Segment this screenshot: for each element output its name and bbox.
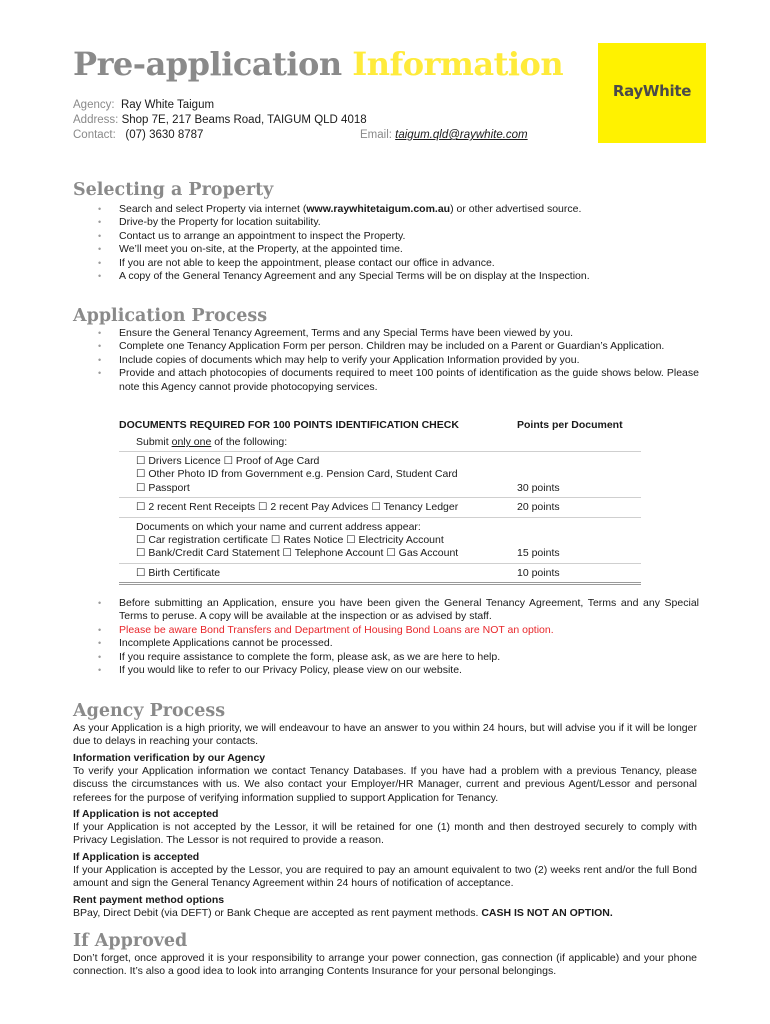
application-notes-list <box>119 597 699 677</box>
application-list <box>119 327 699 394</box>
verification-text: To verify your Application information we contact Tenancy Databases. If you have had a problem with a previous Tenancy, please discuss the circumstances with us. We also contact your Employer/HR Manager, current and previous Agent/Lessor and personal referees for the purpose of verifying information supplied to support Application for Tenancy. <box>73 765 697 804</box>
address-label: Address: <box>73 114 119 126</box>
agency-process-intro: As your Application is a high priority, we will endeavour to have an answer to you within 24 hours, but will advise you if it will be longer due to delays in reaching your contacts. <box>73 722 697 748</box>
website-link[interactable]: www.raywhitetaigum.com.au <box>306 203 451 215</box>
bond-warning: • Please be aware Bond Transfers and Department of Housing Bond Loans are NOT an option. <box>119 624 699 637</box>
title-main: Pre-application <box>73 45 342 83</box>
application-heading: Application Process <box>73 306 268 326</box>
row-line: ☐ Passport <box>136 481 190 494</box>
row-line: ☐ Other Photo ID from Government e.g. Pension Card, Student Card <box>136 468 458 481</box>
table-row <box>119 563 641 585</box>
approved-heading: If Approved <box>73 931 188 951</box>
verification-title <box>73 752 697 765</box>
row-line: ☐ 2 recent Rent Receipts ☐ 2 recent Pay Advices ☐ Tenancy Ledger <box>136 501 459 514</box>
table-row <box>119 497 641 516</box>
list-item <box>119 203 699 216</box>
list-item: • Include copies of documents which may help to verify your Application Information provided by you. <box>119 354 699 367</box>
list-item: • Ensure the General Tenancy Agreement, Terms and any Special Terms have been viewed by you. <box>119 327 699 340</box>
not-accepted-title <box>73 808 697 821</box>
subheading: Information verification by our Agency <box>73 752 266 764</box>
rent-payment-title <box>73 894 697 907</box>
table-header-points: Points per Document <box>517 419 623 431</box>
row-points: 15 points <box>517 547 560 560</box>
table-header <box>119 419 641 434</box>
logo-text: RayWhite <box>612 82 692 100</box>
table-row <box>119 451 641 497</box>
selecting-heading: Selecting a Property <box>73 180 274 200</box>
contact-value: (07) 3630 8787 <box>125 129 204 141</box>
list-item-text: ) or other advertised source. <box>450 203 582 215</box>
row-line: ☐ Bank/Credit Card Statement ☐ Telephone Account ☐ Gas Account <box>136 547 459 560</box>
agency-line <box>73 98 214 112</box>
row-points: 20 points <box>517 501 560 514</box>
subheading: If Application is accepted <box>73 851 200 863</box>
subheading: If Application is not accepted <box>73 808 219 820</box>
instruction-emphasis: only one <box>171 436 212 448</box>
list-item: • If you would like to refer to our Privacy Policy, please view on our website. <box>119 664 699 677</box>
email-label: Email: <box>360 129 392 141</box>
list-item: • A copy of the General Tenancy Agreement and any Special Terms will be on display at the Inspection. <box>119 270 699 283</box>
list-item: • Before submitting an Application, ensure you have been given the General Tenancy Agreement, Terms and any Special Terms to peruse. A copy will be available at the inspection or as advised by staff. <box>119 597 699 624</box>
cash-warning: CASH IS NOT AN OPTION. <box>481 907 613 919</box>
list-item: • Provide and attach photocopies of documents required to meet 100 points of identification as the guide shows below. Please note this Agency cannot provide photocopying services. <box>119 367 699 394</box>
list-item: • If you require assistance to complete the form, please ask, as we are here to help. <box>119 651 699 664</box>
rent-payment-text <box>73 907 697 920</box>
subheading: Rent payment method options <box>73 894 225 906</box>
approved-text: Don’t forget, once approved it is your responsibility to arrange your power connection, gas connection (if applicable) and your phone connection. It’s also a good idea to look into arranging Contents Insurance for your personal belongings. <box>73 952 697 978</box>
contact-line <box>73 128 203 142</box>
address-line <box>73 113 367 127</box>
email-line <box>360 128 528 142</box>
table-instruction <box>119 434 641 451</box>
raywhite-logo <box>598 43 706 143</box>
agency-value: Ray White Taigum <box>120 99 215 111</box>
selecting-list <box>119 203 699 283</box>
row-points: 30 points <box>517 481 560 494</box>
agency-label: Agency: <box>73 99 115 111</box>
row-line: ☐ Car registration certificate ☐ Rates Notice ☐ Electricity Account <box>136 534 444 547</box>
list-item: • Incomplete Applications cannot be processed. <box>119 637 699 650</box>
instruction-text: Submit <box>136 436 172 448</box>
list-item: • Contact us to arrange an appointment to inspect the Property. <box>119 230 699 243</box>
list-item: • We’ll meet you on-site, at the Property, at the appointed time. <box>119 243 699 256</box>
rent-text: BPay, Direct Debit (via DEFT) or Bank Cheque are accepted as rent payment methods. <box>73 907 482 919</box>
table-row <box>119 517 641 563</box>
row-line: Documents on which your name and current address appear: <box>136 520 421 533</box>
row-line: ☐ Birth Certificate <box>136 566 221 579</box>
table-header-documents: DOCUMENTS REQUIRED FOR 100 POINTS IDENTIFICATION CHECK <box>119 419 459 431</box>
not-accepted-text: If your Application is not accepted by the Lessor, it will be retained for one (1) month and then destroyed securely to comply with Privacy Legislation. The Lessor is not required to provide a reason. <box>73 821 697 847</box>
list-item-text: Search and select Property via internet ( <box>119 203 307 215</box>
address-value: Shop 7E, 217 Beams Road, TAIGUM QLD 4018 <box>121 114 367 126</box>
row-points: 10 points <box>517 566 560 579</box>
id-points-table <box>119 419 641 585</box>
accepted-text: If your Application is accepted by the Lessor, you are required to pay an amount equivalent to two (2) weeks rent and/or the full Bond amount and sign the General Tenancy Agreement within 24 hours of notification of acceptance. <box>73 864 697 890</box>
list-item: • If you are not able to keep the appointment, please contact our office in advance. <box>119 257 699 270</box>
list-item: • Complete one Tenancy Application Form per person. Children may be included on a Parent or Guardian’s Application. <box>119 340 699 353</box>
row-line: ☐ Drivers Licence ☐ Proof of Age Card <box>136 455 320 467</box>
page-title <box>73 44 563 84</box>
list-item: • Drive-by the Property for location suitability. <box>119 216 699 229</box>
email-link[interactable]: taigum.qld@raywhite.com <box>395 129 528 141</box>
instruction-text: of the following: <box>211 436 288 448</box>
title-accent: Information <box>352 45 564 83</box>
contact-label: Contact: <box>73 129 116 141</box>
agency-process-heading: Agency Process <box>73 701 226 721</box>
accepted-title <box>73 851 697 864</box>
